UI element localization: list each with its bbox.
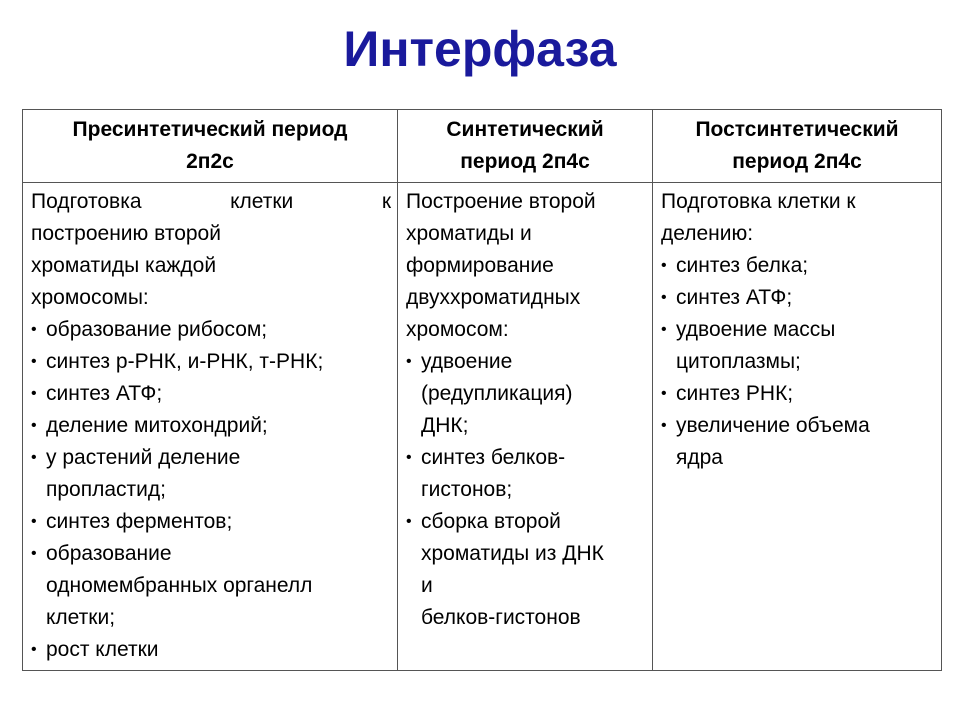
bullet-icon: • (31, 321, 37, 338)
list-item (661, 250, 935, 282)
list-item (406, 506, 646, 634)
intro-line: хроматиды и (406, 222, 532, 245)
bullet-icon: • (31, 449, 37, 466)
intro-line: хромосомы: (31, 286, 149, 309)
list-item-text: (редупликация) (421, 382, 573, 405)
intro-line: построению второй (31, 222, 221, 245)
intro-line: хроматиды каждой (31, 254, 217, 277)
list-item (661, 410, 935, 474)
interphase-table (22, 109, 942, 671)
header-presynthetic (23, 110, 398, 183)
intro-line: Подготовка клетки к (661, 190, 856, 213)
list-item-text: синтез РНК; (676, 382, 794, 405)
intro-line: делению: (661, 222, 754, 245)
list-item-text: увеличение объема (676, 414, 870, 437)
page-title: Интерфаза (343, 21, 617, 77)
cell-synthetic (398, 183, 653, 671)
header-line: период 2п4с (460, 150, 590, 173)
bullet-icon: • (31, 513, 37, 530)
cell-intro (661, 186, 935, 250)
list-item (406, 442, 646, 506)
list-item-text: синтез ферментов; (46, 510, 233, 533)
list-item-text: клетки; (46, 606, 116, 629)
list-item (661, 378, 935, 410)
list-item-text: синтез белков- (421, 446, 566, 469)
bullet-icon: • (31, 641, 37, 658)
cell-intro (31, 186, 391, 314)
list-item (31, 442, 391, 506)
list-item-text: и (421, 574, 433, 597)
list-item-text: белков-гистонов (421, 606, 581, 629)
list-item-text: удвоение массы (676, 318, 836, 341)
list-item-text: образование (46, 542, 172, 565)
list-item-text: рост клетки (46, 638, 159, 661)
bullet-icon: • (31, 545, 37, 562)
bullet-icon: • (661, 257, 667, 274)
header-line: Синтетический (446, 118, 604, 141)
list-item (661, 314, 935, 378)
bullet-icon: • (31, 385, 37, 402)
list-item (31, 314, 391, 346)
list-item-text: деление митохондрий; (46, 414, 268, 437)
list-item (31, 538, 391, 634)
bullet-icon: • (31, 353, 37, 370)
header-line: 2п2с (186, 150, 234, 173)
intro-line: Построение второй (406, 190, 596, 213)
list-item (406, 346, 646, 442)
list-item-text: ядра (676, 446, 723, 469)
list-item-text: удвоение (421, 350, 513, 373)
bullet-icon: • (406, 353, 412, 370)
bullet-icon: • (406, 513, 412, 530)
cell-postsynthetic (653, 183, 942, 671)
list-item (31, 506, 391, 538)
list-item-text: синтез АТФ; (676, 286, 793, 309)
header-line: период 2п4с (732, 150, 862, 173)
list-item-text: одномембранных органелл (46, 574, 313, 597)
header-line: Постсинтетический (695, 118, 899, 141)
list-item-text: гистонов; (421, 478, 513, 501)
bullet-icon: • (661, 417, 667, 434)
list-item-text: хроматиды из ДНК (421, 542, 604, 565)
list-item-text: у растений деление (46, 446, 241, 469)
table-body-row (23, 183, 942, 671)
list-item-text: цитоплазмы; (676, 350, 801, 373)
list-item-text: синтез белка; (676, 254, 809, 277)
cell-presynthetic (23, 183, 398, 671)
intro-line: формирование (406, 254, 554, 277)
list-item-text: синтез р-РНК, и-РНК, т-РНК; (46, 350, 324, 373)
bullet-icon: • (661, 385, 667, 402)
list-item (661, 282, 935, 314)
bullet-list (406, 346, 646, 634)
list-item (31, 410, 391, 442)
list-item-text: пропластид; (46, 478, 166, 501)
header-postsynthetic (653, 110, 942, 183)
list-item (31, 634, 391, 666)
header-line: Пресинтетический период (72, 118, 348, 141)
table-header-row (23, 110, 942, 183)
intro-line: Подготовка клетки к (31, 190, 391, 213)
list-item-text: синтез АТФ; (46, 382, 163, 405)
list-item-text: образование рибосом; (46, 318, 268, 341)
list-item-text: ДНК; (421, 414, 469, 437)
intro-line: хромосом: (406, 318, 509, 341)
bullet-icon: • (661, 321, 667, 338)
cell-intro (406, 186, 646, 346)
bullet-icon: • (661, 289, 667, 306)
bullet-list (31, 314, 391, 666)
bullet-icon: • (31, 417, 37, 434)
bullet-icon: • (406, 449, 412, 466)
list-item-text: сборка второй (421, 510, 561, 533)
bullet-list (661, 250, 935, 474)
list-item (31, 346, 391, 378)
list-item (31, 378, 391, 410)
intro-line: двуххроматидных (406, 286, 581, 309)
header-synthetic (398, 110, 653, 183)
